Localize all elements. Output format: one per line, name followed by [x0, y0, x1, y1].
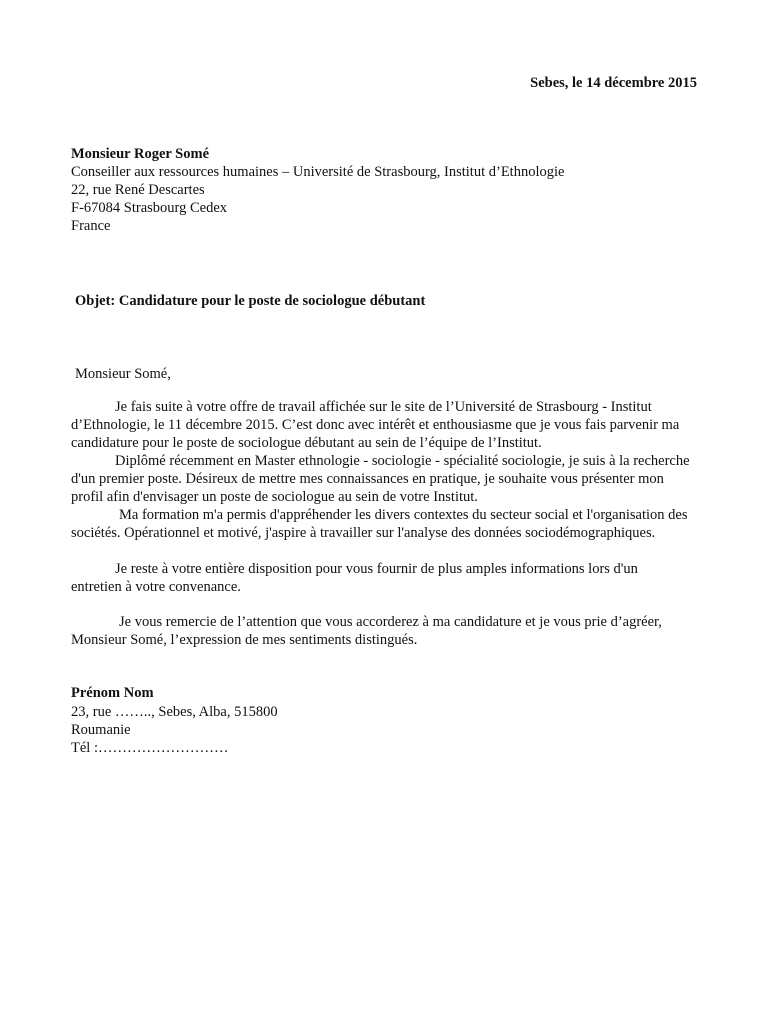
closing-paragraph: Je vous remercie de l’attention que vous accorderez à ma candidature et je vous prie d’agréer, Monsieur Somé, l’expression de mes sentiments distingués.: [71, 614, 662, 648]
recipient-name: Monsieur Roger Somé: [71, 146, 210, 162]
salutation: Monsieur Somé,: [75, 366, 171, 382]
body-paragraph-1: Je fais suite à votre offre de travail affichée sur le site de l’Université de Strasbourg - Institut d’Ethnologie, le 11 décembre 2015. C’est donc avec intérêt et enthousiasme que je vous fais parvenir ma candidature pour le poste de sociologue débutant au sein de l’équipe de l’Institut.: [71, 399, 680, 451]
sender-country: Roumanie: [71, 722, 131, 738]
recipient-street: 22, rue René Descartes: [71, 182, 205, 198]
sender-phone: Tél :………………………: [71, 740, 229, 756]
body-paragraph-2: Diplômé récemment en Master ethnologie - sociologie - spécialité sociologie, je suis à la recherche d'un premier poste. Désireux de mettre mes connaissances en pratique, je souhaite vous présenter mon profil afin d'envisager un poste de sociologue au sein de votre Institut.: [71, 453, 690, 505]
body-paragraph-3: Ma formation m'a permis d'appréhender les divers contextes du secteur social et l'organisation des sociétés. Opérationnel et motivé, j'aspire à travailler sur l'analyse des données sociodémographiques.: [71, 507, 688, 541]
recipient-city: F-67084 Strasbourg Cedex: [71, 200, 228, 216]
date-line: Sebes, le 14 décembre 2015: [530, 75, 697, 91]
recipient-title: Conseiller aux ressources humaines – Université de Strasbourg, Institut d’Ethnologie: [71, 164, 565, 180]
recipient-country: France: [71, 218, 111, 234]
sender-name: Prénom Nom: [71, 685, 154, 701]
sender-address: 23, rue …….., Sebes, Alba, 515800: [71, 704, 278, 720]
body-paragraph-4: Je reste à votre entière disposition pour vous fournir de plus amples informations lors d'un entretien à votre convenance.: [71, 561, 638, 595]
subject-line: Objet: Candidature pour le poste de sociologue débutant: [75, 293, 426, 309]
